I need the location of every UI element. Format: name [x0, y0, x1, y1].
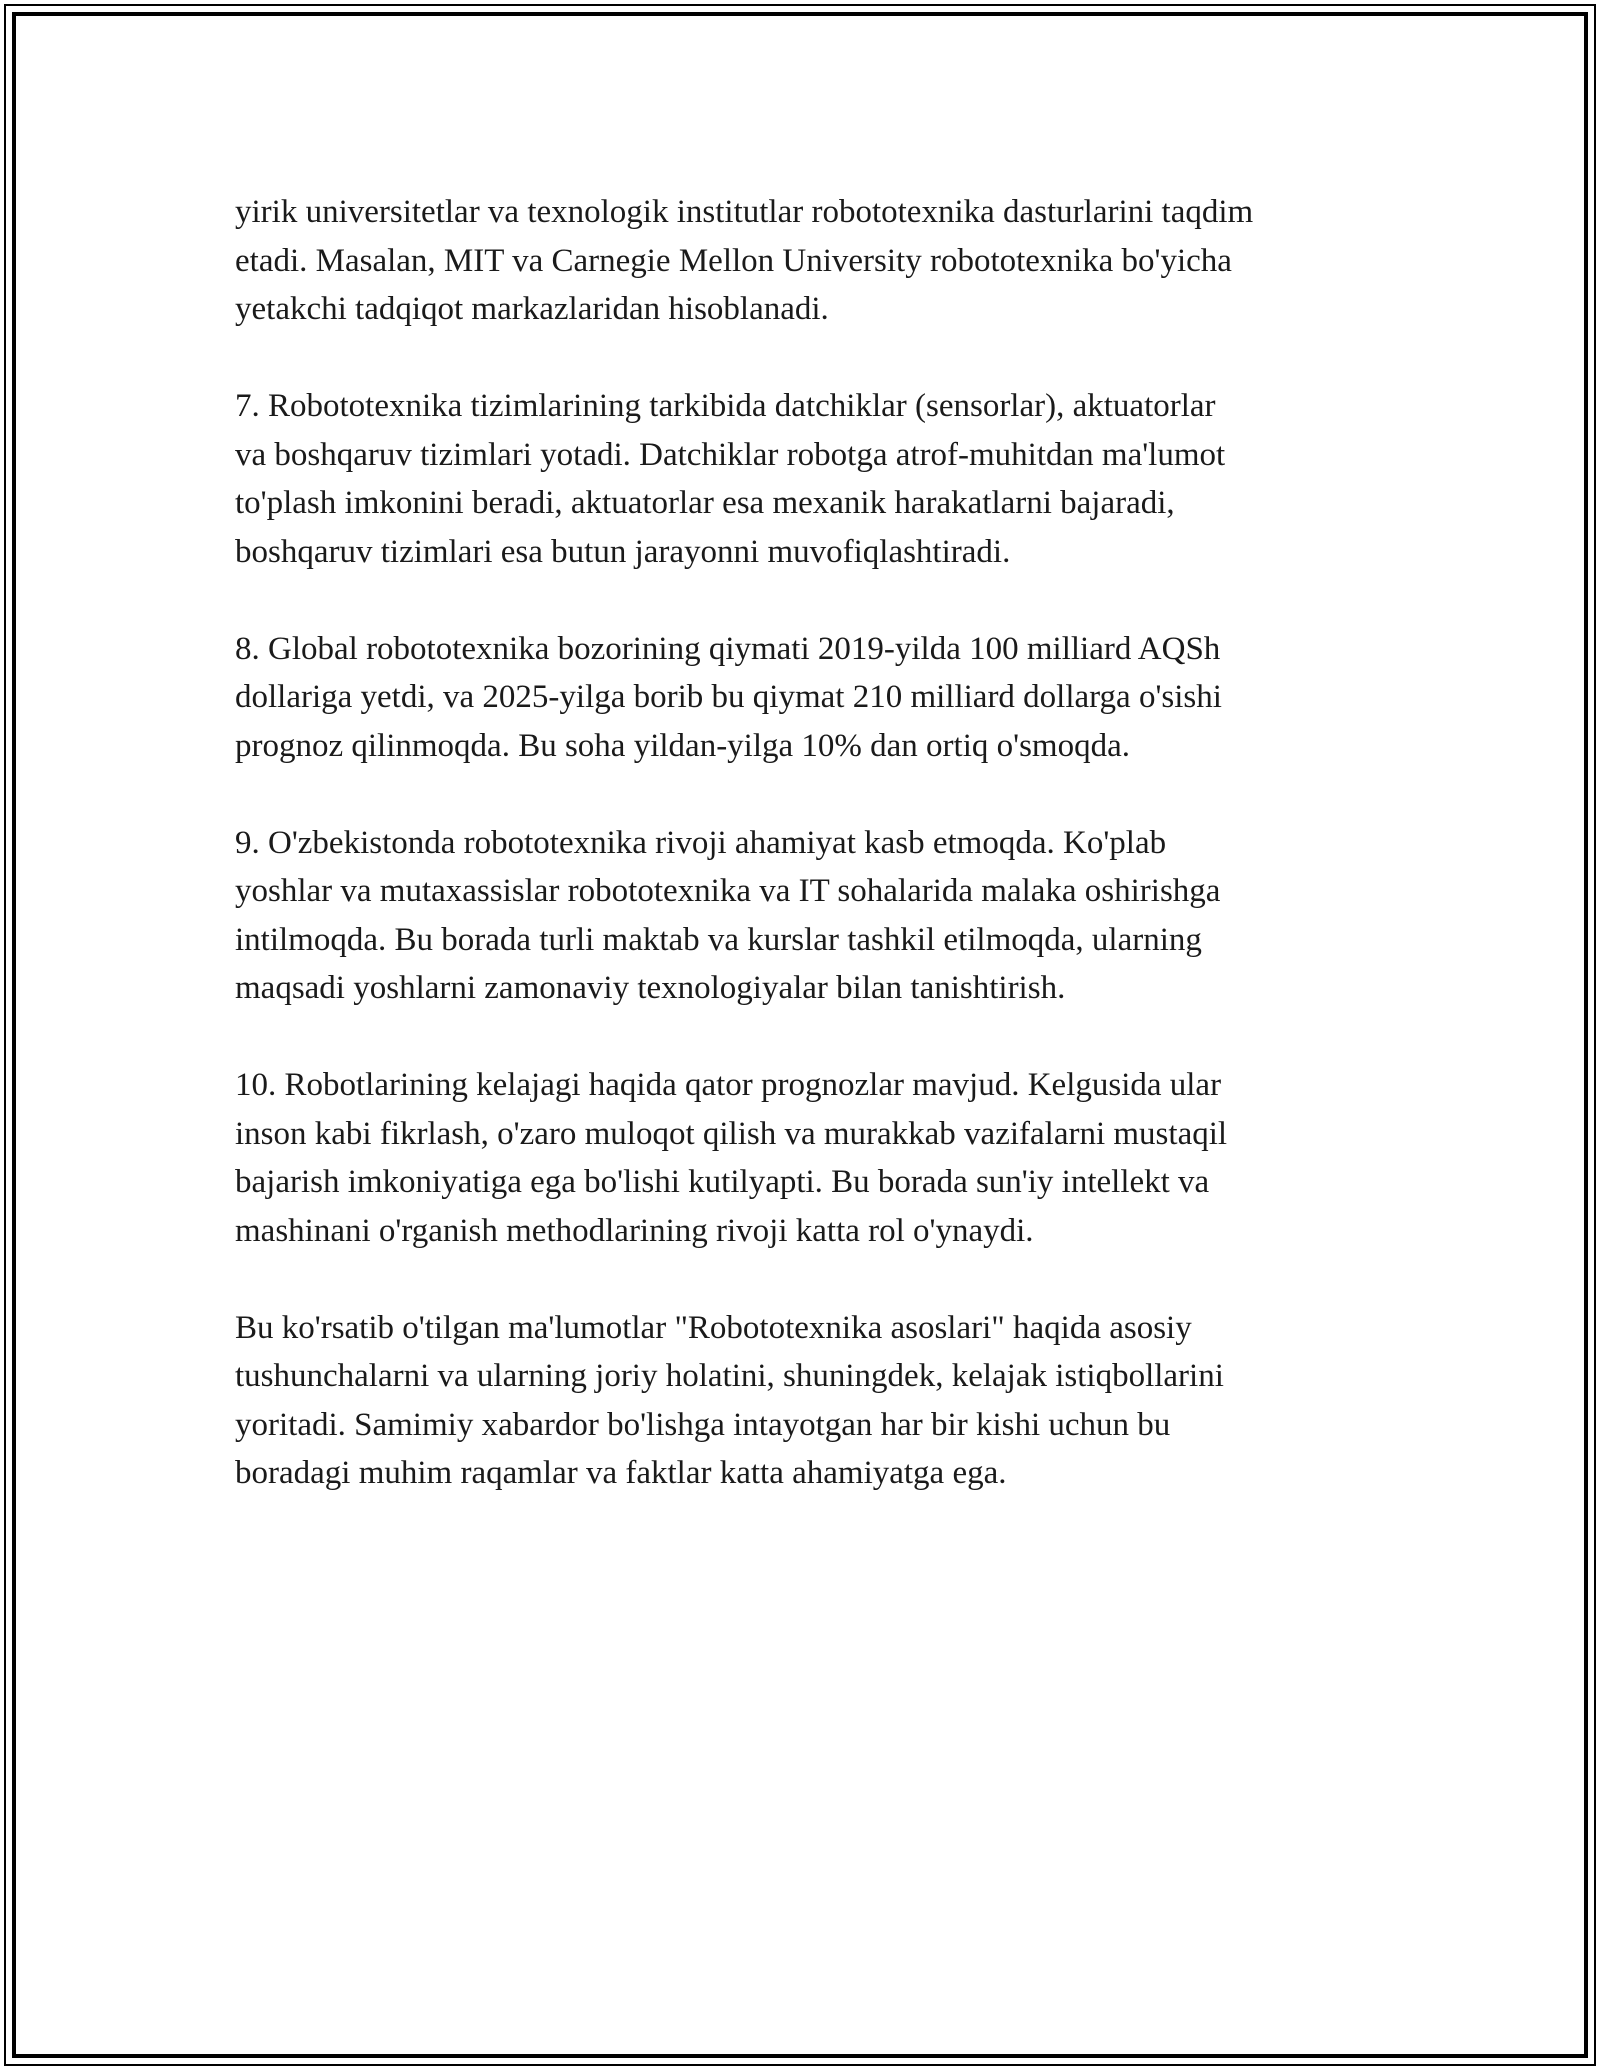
document-body — [235, 188, 1415, 1546]
paragraph-item-9 — [235, 819, 1415, 1013]
text-line: yoritadi. Samimiy xabardor bo'lishga intayotgan har bir kishi uchun bu — [235, 1406, 1171, 1443]
text-line: inson kabi fikrlash, o'zaro muloqot qilish va murakkab vazifalarni mustaqil — [235, 1115, 1228, 1152]
text-line: yoshlar va mutaxassislar robototexnika va IT sohalarida malaka oshirishga — [235, 873, 1221, 909]
text-line: tushunchalarni va ularning joriy holatini, shuningdek, kelajak istiqbollarini — [235, 1358, 1224, 1394]
text-line: 7. Robototexnika tizimlarining tarkibida datchiklar (sensorlar), aktuatorlar — [235, 388, 1216, 424]
text-line: 10. Robotlarining kelajagi haqida qator prognozlar mavjud. Kelgusida ular — [235, 1067, 1222, 1103]
text-line: va boshqaruv tizimlari yotadi. Datchiklar robotga atrof-muhitdan ma'lumot — [235, 436, 1226, 473]
text-line: 8. Global robototexnika bozorining qiymati 2019-yilda 100 milliard AQSh — [235, 630, 1221, 667]
paragraph-conclusion — [235, 1304, 1415, 1498]
text-line: yetakchi tadqiqot markazlaridan hisoblanadi. — [235, 291, 829, 327]
text-line: boshqaruv tizimlari esa butun jarayonni muvofiqlashtiradi. — [235, 533, 1011, 570]
text-line: dollariga yetdi, va 2025-yilga borib bu qiymat 210 milliard dollarga o'sishi — [235, 679, 1222, 715]
text-line: bajarish imkoniyatiga ega bo'lishi kutilyapti. Bu borada sun'iy intellekt va — [235, 1164, 1210, 1200]
paragraph-item-7 — [235, 382, 1415, 576]
text-line: Bu ko'rsatib o'tilgan ma'lumotlar "Robototexnika asoslari" haqida asosiy — [235, 1309, 1192, 1346]
text-line: yirik universitetlar va texnologik institutlar robototexnika dasturlarini taqdim — [235, 194, 1254, 230]
text-line: 9. O'zbekistonda robototexnika rivoji ahamiyat kasb etmoqda. Ko'plab — [235, 824, 1167, 861]
text-line: mashinani o'rganish methodlarining rivoji katta rol o'ynaydi. — [235, 1212, 1034, 1249]
text-line: boradagi muhim raqamlar va faktlar katta ahamiyatga ega. — [235, 1455, 1007, 1491]
text-line: intilmoqda. Bu borada turli maktab va kurslar tashkil etilmoqda, ularning — [235, 921, 1202, 958]
text-line: prognoz qilinmoqda. Bu soha yildan-yilga 10% dan ortiq o'smoqda. — [235, 727, 1130, 764]
paragraph-universities — [235, 188, 1415, 334]
text-line: maqsadi yoshlarni zamonaviy texnologiyalar bilan tanishtirish. — [235, 970, 1066, 1006]
text-line: to'plash imkonini beradi, aktuatorlar esa mexanik harakatlarni bajaradi, — [235, 485, 1175, 521]
paragraph-item-10 — [235, 1061, 1415, 1255]
text-line: etadi. Masalan, MIT va Carnegie Mellon University robototexnika bo'yicha — [235, 242, 1232, 279]
paragraph-item-8 — [235, 625, 1415, 771]
